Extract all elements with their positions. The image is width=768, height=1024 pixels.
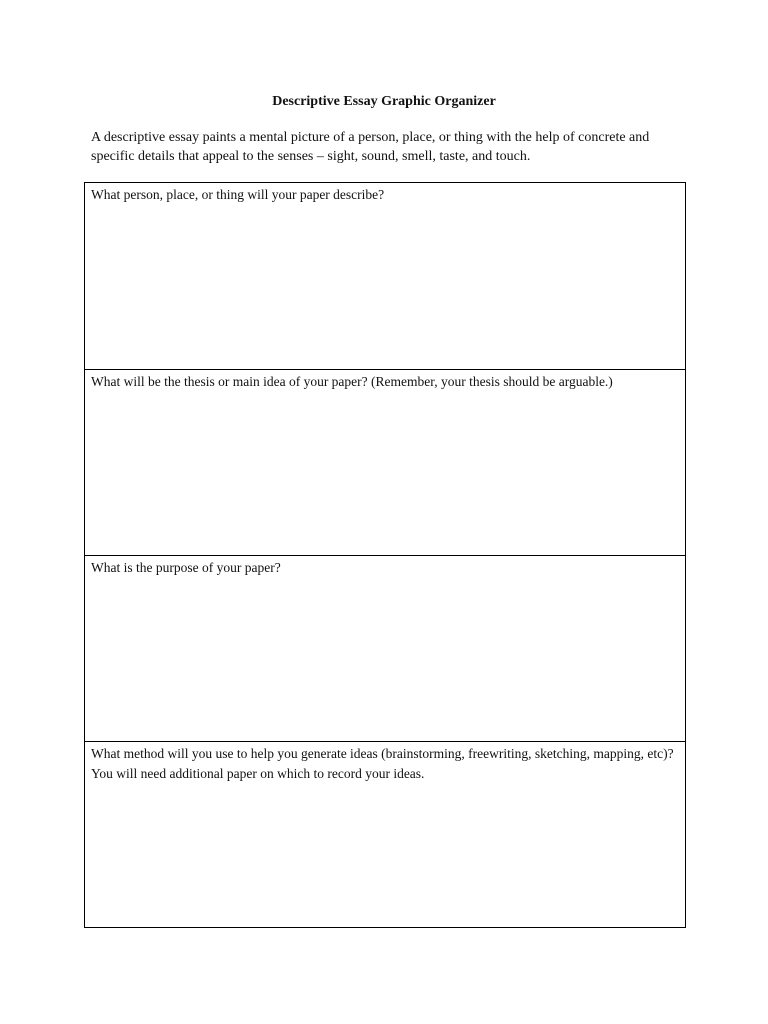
organizer-box-method[interactable] xyxy=(85,741,685,927)
organizer-box-purpose[interactable] xyxy=(85,555,685,741)
box-prompt: What is the purpose of your paper? xyxy=(91,560,281,575)
organizer-box-thesis[interactable] xyxy=(85,369,685,555)
box-prompt: What person, place, or thing will your paper describe? xyxy=(91,187,385,202)
organizer-box-subject[interactable] xyxy=(85,183,685,369)
box-prompt: What will be the thesis or main idea of your paper? (Remember, your thesis should be arguable.) xyxy=(91,374,613,389)
graphic-organizer-table xyxy=(84,182,686,928)
box-prompt: What method will you use to help you generate ideas (brainstorming, freewriting, sketching, mapping, etc)? You will need additional paper on which to record your ideas. xyxy=(91,746,674,781)
intro-paragraph: A descriptive essay paints a mental picture of a person, place, or thing with the help of concrete and specific details that appeal to the senses – sight, sound, smell, taste, and touch. xyxy=(91,130,650,164)
document-title: Descriptive Essay Graphic Organizer xyxy=(272,94,496,109)
